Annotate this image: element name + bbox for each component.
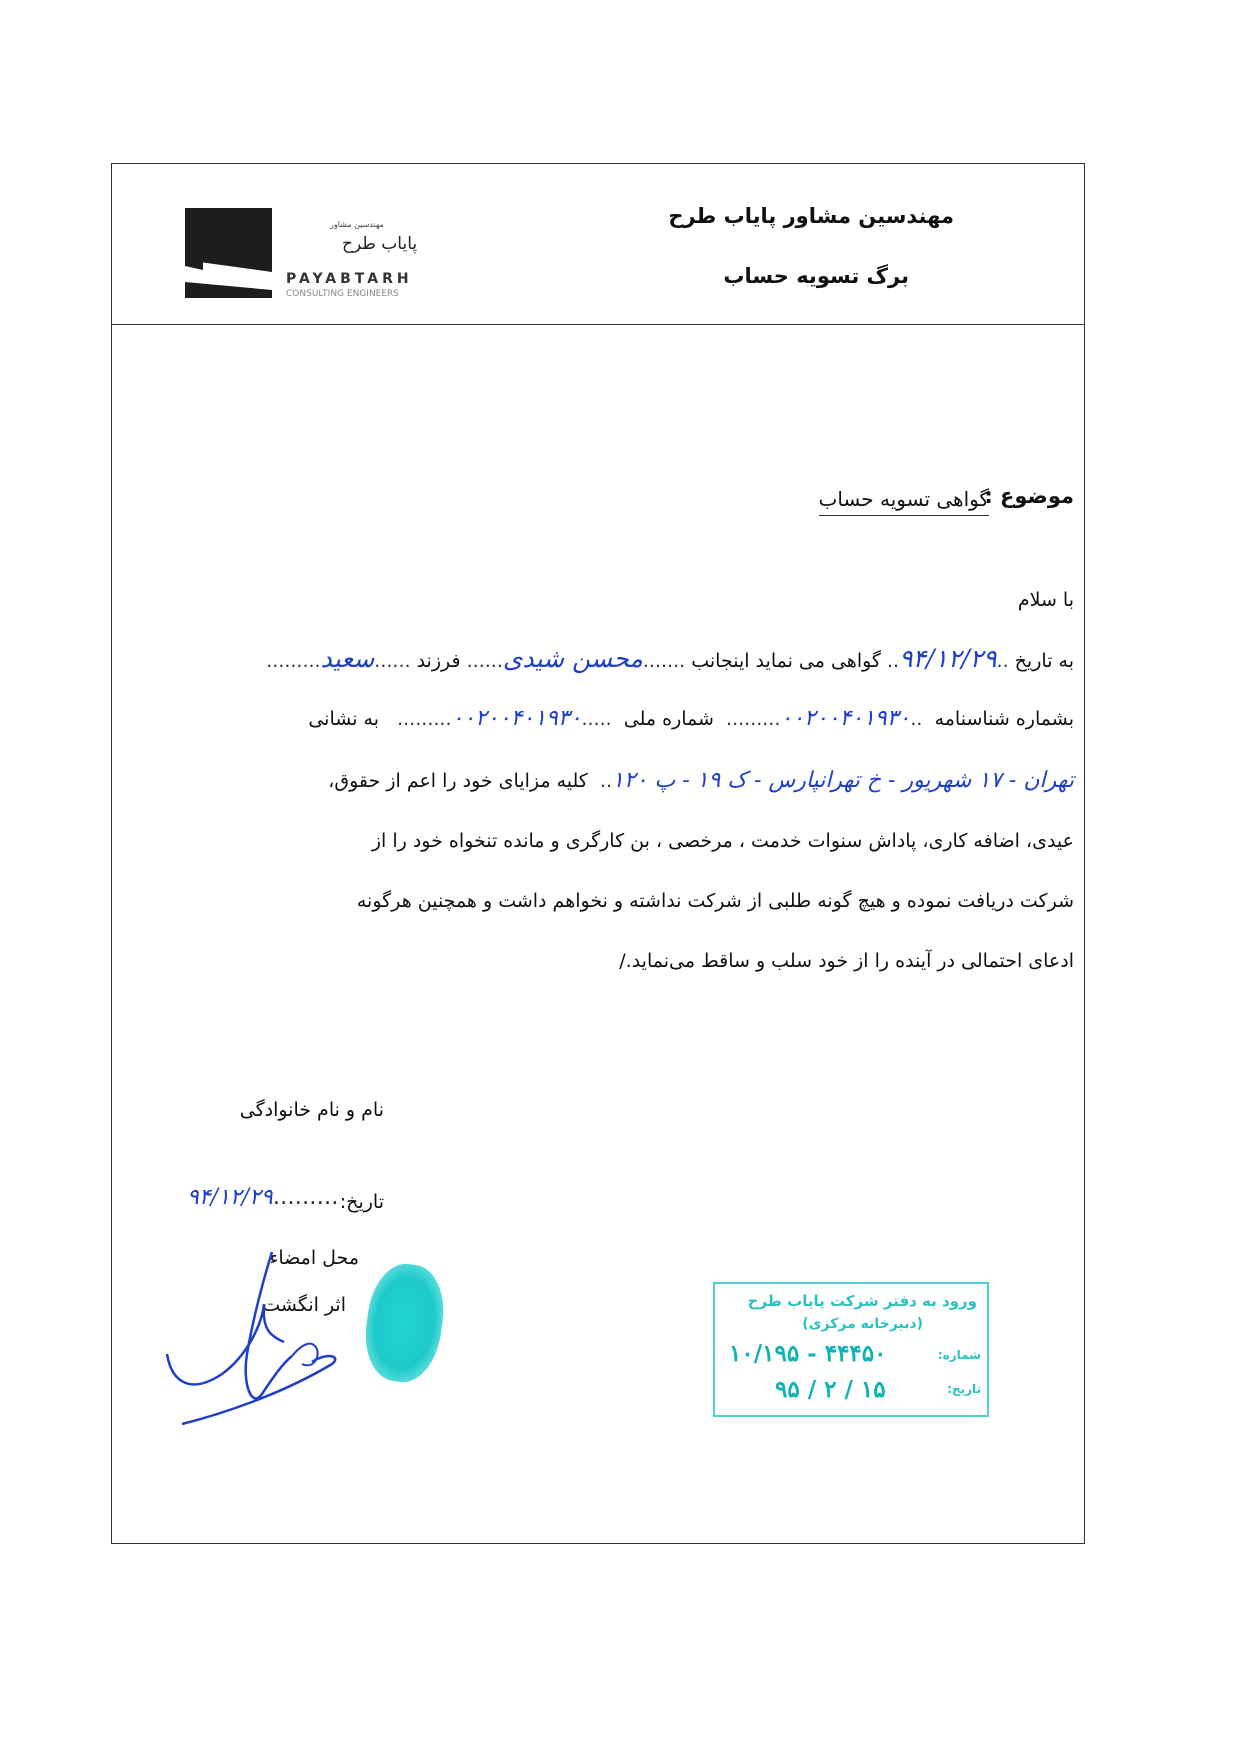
letter-line-6: ادعای احتمالی در آینده را از خود سلب و ساقط می‌نماید./ xyxy=(619,950,1074,972)
stamp-number-label: شماره: xyxy=(937,1348,981,1362)
letter-text: به تاریخ xyxy=(1014,650,1074,672)
letter-line-5: شرکت دریافت نموده و هیچ گونه طلبی از شرکت نداشته و نخواهم داشت و همچنین هرگونه xyxy=(356,890,1074,912)
stamp-title: ورود به دفتر شرکت پایاب طرح xyxy=(747,1292,977,1310)
greeting: با سلام xyxy=(1017,589,1074,611)
letter-text: گواهی می نماید اینجانب xyxy=(691,650,881,672)
form-title: برگ تسویه حساب xyxy=(723,264,909,288)
thumbprint-icon xyxy=(359,1259,450,1386)
stamp-subtitle: (دبیرخانه مرکزی) xyxy=(802,1316,923,1332)
letter-text: به نشانی xyxy=(308,708,379,730)
stamp-date-label: تاریخ: xyxy=(947,1382,981,1396)
letter-line-3: تهران - ۱۷ شهریور - خ تهرانپارس - ک ۱۹ - پ ۱۲۰.. کلیه مزایای خود را اعم از حقوق، xyxy=(328,768,1074,793)
company-title: مهندسین مشاور پایاب طرح xyxy=(668,204,954,228)
subject-label: موضوع : xyxy=(984,484,1074,508)
letter-text: بشماره شناسنامه xyxy=(934,708,1074,730)
receipt-stamp xyxy=(713,1282,989,1417)
letter-line-2: بشماره شناسنامه ..۰۰۲۰۰۴۰۱۹۳۰......... شماره ملی .....۰۰۲۰۰۴۰۱۹۳۰......... به نشانی xyxy=(308,706,1074,731)
handwritten-address: تهران - ۱۷ شهریور - خ تهرانپارس - ک ۱۹ - پ ۱۲۰ xyxy=(612,768,1074,793)
handwritten-national-code: ۰۰۲۰۰۴۰۱۹۳۰ xyxy=(451,706,582,731)
handwritten-signature-icon xyxy=(152,1244,372,1434)
signature-date: ۹۴/۱۲/۲۹......... xyxy=(187,1184,339,1210)
logo-text-fa: پایاب طرح xyxy=(342,234,418,254)
letter-line-4: عیدی، اضافه کاری، پاداش سنوات خدمت ، مرخصی ، بن کارگری و مانده تنخواه خود را از xyxy=(371,830,1074,852)
handwritten-name: محسن شیدی xyxy=(502,644,643,673)
sign-place-label: محل امضاء xyxy=(269,1247,359,1269)
stamp-number-value: ۱۰/۱۹۵ - ۴۴۴۵۰ xyxy=(729,1340,887,1367)
date-label: تاریخ: xyxy=(339,1191,384,1213)
letter-line-1: به تاریخ ..۹۴/۱۲/۲۹.. گواهی می نماید اینجانب .......محسن شیدی...... فرزند ......سعید......... xyxy=(266,644,1074,673)
letter-text: شماره ملی xyxy=(623,708,714,730)
handwritten-sign-date: ۹۴/۱۲/۲۹ xyxy=(187,1185,273,1210)
logo-text-fa-small: مهندسین مشاور xyxy=(330,220,384,229)
handwritten-date: ۹۴/۱۲/۲۹ xyxy=(899,644,997,673)
document-frame xyxy=(111,163,1085,1544)
logo-text-en: PAYABTARH xyxy=(286,271,413,287)
company-logo-icon xyxy=(185,208,272,298)
name-label: نام و نام خانوادگی xyxy=(239,1099,384,1121)
handwritten-father-name: سعید xyxy=(320,644,375,673)
letter-text: فرزند xyxy=(416,650,461,672)
subject-value: گواهی تسویه حساب xyxy=(819,487,990,516)
logo-text-en-sub: CONSULTING ENGINEERS xyxy=(286,289,400,299)
header-divider xyxy=(112,324,1084,325)
thumbprint-label: اثر انگشت xyxy=(262,1294,346,1316)
letter-text: کلیه مزایای خود را اعم از حقوق، xyxy=(328,770,588,792)
handwritten-id-number: ۰۰۲۰۰۴۰۱۹۳۰ xyxy=(780,706,911,731)
stamp-date-value: ۹۵ / ۲ / ۱۵ xyxy=(775,1376,886,1403)
